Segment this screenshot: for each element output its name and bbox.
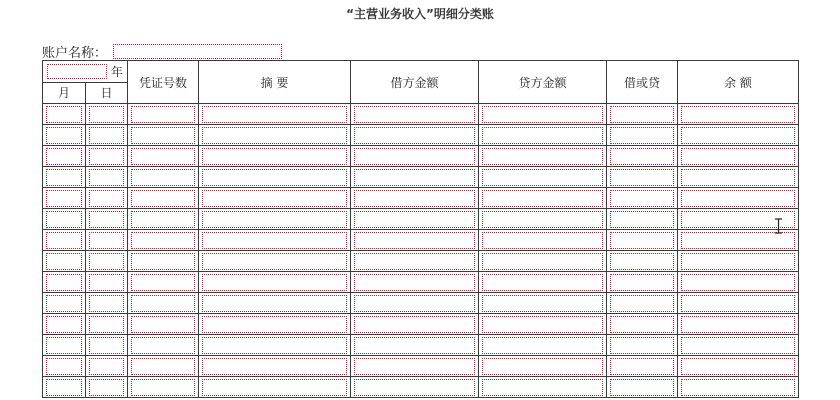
year-input[interactable] — [47, 64, 107, 79]
cell-day — [86, 335, 128, 356]
credit-field[interactable] — [482, 190, 603, 207]
cell-debit-or-credit — [607, 230, 678, 251]
cell-balance — [678, 335, 799, 356]
cell-voucher-no — [128, 146, 199, 167]
cell-balance — [678, 125, 799, 146]
month-field[interactable] — [46, 127, 82, 144]
month-field[interactable] — [46, 106, 82, 123]
summary-field[interactable] — [202, 232, 347, 249]
cell-summary — [199, 167, 351, 188]
credit-field[interactable] — [482, 253, 603, 270]
cell-voucher-no — [128, 293, 199, 314]
cell-balance — [678, 167, 799, 188]
cell-debit — [351, 209, 479, 230]
col-header-balance: 余 额 — [678, 61, 799, 104]
col-header-day: 日 — [86, 82, 128, 104]
cell-credit — [479, 272, 607, 293]
col-header-debit: 借方金额 — [351, 61, 479, 104]
summary-field[interactable] — [202, 211, 347, 228]
cell-debit-or-credit — [607, 146, 678, 167]
day-field[interactable] — [89, 190, 124, 207]
debit-or-credit-field[interactable] — [610, 295, 674, 312]
cell-month — [43, 251, 86, 272]
table-row — [43, 104, 799, 125]
cell-credit — [479, 188, 607, 209]
cell-voucher-no — [128, 251, 199, 272]
summary-field[interactable] — [202, 379, 347, 396]
summary-field[interactable] — [202, 295, 347, 312]
balance-field[interactable] — [681, 274, 795, 291]
voucher-no-field[interactable] — [131, 190, 195, 207]
ledger-body — [43, 104, 799, 398]
cell-credit — [479, 104, 607, 125]
debit-or-credit-field[interactable] — [610, 358, 674, 375]
credit-field[interactable] — [482, 211, 603, 228]
cell-month — [43, 125, 86, 146]
cell-debit — [351, 335, 479, 356]
text-cursor-icon — [774, 218, 783, 234]
cell-voucher-no — [128, 335, 199, 356]
cell-day — [86, 293, 128, 314]
summary-field[interactable] — [202, 106, 347, 123]
month-field[interactable] — [46, 316, 82, 333]
page-title: “主营业务收入”明细分类账 — [346, 7, 494, 21]
cell-debit — [351, 167, 479, 188]
voucher-no-field[interactable] — [131, 316, 195, 333]
debit-or-credit-field[interactable] — [610, 148, 674, 165]
cell-balance — [678, 377, 799, 398]
summary-field[interactable] — [202, 337, 347, 354]
cell-summary — [199, 188, 351, 209]
col-header-debit-or-credit: 借或贷 — [607, 61, 678, 104]
cell-summary — [199, 356, 351, 377]
debit-field[interactable] — [354, 316, 475, 333]
day-field[interactable] — [89, 274, 124, 291]
month-field[interactable] — [46, 211, 82, 228]
cell-voucher-no — [128, 314, 199, 335]
debit-or-credit-field[interactable] — [610, 127, 674, 144]
debit-field[interactable] — [354, 295, 475, 312]
cell-debit-or-credit — [607, 251, 678, 272]
voucher-no-field[interactable] — [131, 253, 195, 270]
account-name-row — [42, 42, 282, 60]
debit-field[interactable] — [354, 358, 475, 375]
summary-field[interactable] — [202, 127, 347, 144]
month-field[interactable] — [46, 253, 82, 270]
voucher-no-field[interactable] — [131, 358, 195, 375]
cell-month — [43, 104, 86, 125]
debit-or-credit-field[interactable] — [610, 106, 674, 123]
cell-balance — [678, 293, 799, 314]
day-field[interactable] — [89, 169, 124, 186]
credit-field[interactable] — [482, 169, 603, 186]
table-row — [43, 335, 799, 356]
month-field[interactable] — [46, 232, 82, 249]
day-field[interactable] — [89, 127, 124, 144]
cell-credit — [479, 356, 607, 377]
cell-voucher-no — [128, 167, 199, 188]
cell-balance — [678, 104, 799, 125]
cell-voucher-no — [128, 125, 199, 146]
debit-or-credit-field[interactable] — [610, 190, 674, 207]
cell-summary — [199, 125, 351, 146]
month-field[interactable] — [46, 274, 82, 291]
table-row — [43, 125, 799, 146]
cell-debit-or-credit — [607, 104, 678, 125]
cell-balance — [678, 314, 799, 335]
cell-month — [43, 293, 86, 314]
cell-voucher-no — [128, 230, 199, 251]
balance-field[interactable] — [681, 337, 795, 354]
cell-day — [86, 230, 128, 251]
cell-voucher-no — [128, 272, 199, 293]
cell-credit — [479, 146, 607, 167]
month-field[interactable] — [46, 190, 82, 207]
cell-debit — [351, 356, 479, 377]
balance-field[interactable] — [681, 379, 795, 396]
cell-month — [43, 377, 86, 398]
cell-voucher-no — [128, 188, 199, 209]
debit-field[interactable] — [354, 211, 475, 228]
balance-field[interactable] — [681, 316, 795, 333]
cell-day — [86, 356, 128, 377]
summary-field[interactable] — [202, 169, 347, 186]
cell-debit-or-credit — [607, 314, 678, 335]
cell-debit-or-credit — [607, 356, 678, 377]
table-row — [43, 314, 799, 335]
cell-credit — [479, 251, 607, 272]
table-row — [43, 167, 799, 188]
month-field[interactable] — [46, 337, 82, 354]
cell-debit-or-credit — [607, 167, 678, 188]
voucher-no-field[interactable] — [131, 295, 195, 312]
voucher-no-field[interactable] — [131, 232, 195, 249]
credit-field[interactable] — [482, 337, 603, 354]
account-name-input[interactable] — [113, 44, 282, 59]
cell-debit-or-credit — [607, 125, 678, 146]
debit-or-credit-field[interactable] — [610, 337, 674, 354]
summary-field[interactable] — [202, 148, 347, 165]
credit-field[interactable] — [482, 316, 603, 333]
cell-debit-or-credit — [607, 272, 678, 293]
table-row — [43, 188, 799, 209]
month-field[interactable] — [46, 169, 82, 186]
cell-debit — [351, 125, 479, 146]
cell-credit — [479, 209, 607, 230]
cell-summary — [199, 314, 351, 335]
day-field[interactable] — [89, 106, 124, 123]
table-row — [43, 251, 799, 272]
col-header-voucher-no: 凭证号数 — [128, 61, 199, 104]
month-field[interactable] — [46, 358, 82, 375]
balance-field[interactable] — [681, 127, 795, 144]
table-row — [43, 209, 799, 230]
debit-field[interactable] — [354, 106, 475, 123]
cell-debit — [351, 377, 479, 398]
cell-day — [86, 188, 128, 209]
cell-day — [86, 314, 128, 335]
cell-debit — [351, 293, 479, 314]
debit-field[interactable] — [354, 190, 475, 207]
cell-debit-or-credit — [607, 188, 678, 209]
cell-credit — [479, 230, 607, 251]
debit-or-credit-field[interactable] — [610, 232, 674, 249]
cell-credit — [479, 293, 607, 314]
cell-month — [43, 356, 86, 377]
cell-debit — [351, 146, 479, 167]
debit-field[interactable] — [354, 253, 475, 270]
voucher-no-field[interactable] — [131, 337, 195, 354]
credit-field[interactable] — [482, 358, 603, 375]
cell-debit-or-credit — [607, 209, 678, 230]
debit-field[interactable] — [354, 127, 475, 144]
table-row — [43, 356, 799, 377]
balance-field[interactable] — [681, 148, 795, 165]
day-field[interactable] — [89, 253, 124, 270]
cell-credit — [479, 335, 607, 356]
cell-month — [43, 146, 86, 167]
cell-month — [43, 272, 86, 293]
cell-day — [86, 146, 128, 167]
credit-field[interactable] — [482, 232, 603, 249]
cell-credit — [479, 314, 607, 335]
table-row — [43, 272, 799, 293]
cell-debit — [351, 230, 479, 251]
day-field[interactable] — [89, 295, 124, 312]
cell-day — [86, 125, 128, 146]
cell-summary — [199, 251, 351, 272]
cell-summary — [199, 230, 351, 251]
year-cell — [43, 61, 128, 83]
cell-month — [43, 314, 86, 335]
balance-field[interactable] — [681, 253, 795, 270]
summary-field[interactable] — [202, 190, 347, 207]
cell-debit-or-credit — [607, 293, 678, 314]
debit-field[interactable] — [354, 232, 475, 249]
month-field[interactable] — [46, 295, 82, 312]
summary-field[interactable] — [202, 358, 347, 375]
voucher-no-field[interactable] — [131, 106, 195, 123]
cell-balance — [678, 188, 799, 209]
balance-field[interactable] — [681, 358, 795, 375]
debit-or-credit-field[interactable] — [610, 169, 674, 186]
cell-debit — [351, 251, 479, 272]
cell-summary — [199, 335, 351, 356]
cell-day — [86, 209, 128, 230]
debit-or-credit-field[interactable] — [610, 379, 674, 396]
cell-month — [43, 230, 86, 251]
day-field[interactable] — [89, 379, 124, 396]
cell-credit — [479, 167, 607, 188]
credit-field[interactable] — [482, 148, 603, 165]
balance-field[interactable] — [681, 106, 795, 123]
cell-day — [86, 251, 128, 272]
table-row — [43, 146, 799, 167]
cell-day — [86, 104, 128, 125]
cell-month — [43, 167, 86, 188]
credit-field[interactable] — [482, 379, 603, 396]
cell-summary — [199, 146, 351, 167]
debit-field[interactable] — [354, 337, 475, 354]
ledger-table — [42, 60, 799, 398]
cell-balance — [678, 251, 799, 272]
voucher-no-field[interactable] — [131, 169, 195, 186]
day-field[interactable] — [89, 232, 124, 249]
cell-month — [43, 188, 86, 209]
cell-summary — [199, 104, 351, 125]
day-field[interactable] — [89, 316, 124, 333]
day-field[interactable] — [89, 148, 124, 165]
debit-or-credit-field[interactable] — [610, 253, 674, 270]
cell-day — [86, 167, 128, 188]
cell-debit-or-credit — [607, 377, 678, 398]
balance-field[interactable] — [681, 169, 795, 186]
balance-field[interactable] — [681, 190, 795, 207]
cell-voucher-no — [128, 377, 199, 398]
day-field[interactable] — [89, 358, 124, 375]
day-field[interactable] — [89, 337, 124, 354]
month-field[interactable] — [46, 148, 82, 165]
cell-voucher-no — [128, 356, 199, 377]
cell-debit — [351, 314, 479, 335]
header-row — [43, 61, 799, 83]
cell-summary — [199, 293, 351, 314]
col-header-credit: 贷方金额 — [479, 61, 607, 104]
debit-or-credit-field[interactable] — [610, 316, 674, 333]
cell-debit-or-credit — [607, 335, 678, 356]
cell-summary — [199, 377, 351, 398]
cell-summary — [199, 209, 351, 230]
cell-debit — [351, 188, 479, 209]
debit-or-credit-field[interactable] — [610, 211, 674, 228]
table-row — [43, 293, 799, 314]
cell-month — [43, 335, 86, 356]
cell-month — [43, 209, 86, 230]
cell-balance — [678, 272, 799, 293]
cell-debit — [351, 104, 479, 125]
cell-debit — [351, 272, 479, 293]
cell-voucher-no — [128, 104, 199, 125]
account-name-label: 账户名称： — [42, 45, 108, 61]
debit-or-credit-field[interactable] — [610, 274, 674, 291]
cell-summary — [199, 272, 351, 293]
col-header-month: 月 — [43, 82, 86, 104]
cell-balance — [678, 146, 799, 167]
debit-field[interactable] — [354, 274, 475, 291]
cell-credit — [479, 377, 607, 398]
cell-voucher-no — [128, 209, 199, 230]
cell-day — [86, 377, 128, 398]
credit-field[interactable] — [482, 106, 603, 123]
summary-field[interactable] — [202, 316, 347, 333]
debit-field[interactable] — [354, 169, 475, 186]
credit-field[interactable] — [482, 274, 603, 291]
table-row — [43, 377, 799, 398]
cell-balance — [678, 356, 799, 377]
credit-field[interactable] — [482, 295, 603, 312]
voucher-no-field[interactable] — [131, 274, 195, 291]
summary-field[interactable] — [202, 253, 347, 270]
col-header-summary: 摘 要 — [199, 61, 351, 104]
balance-field[interactable] — [681, 295, 795, 312]
month-field[interactable] — [46, 379, 82, 396]
year-label: 年 — [111, 64, 124, 79]
day-field[interactable] — [89, 211, 124, 228]
table-row — [43, 230, 799, 251]
voucher-no-field[interactable] — [131, 127, 195, 144]
voucher-no-field[interactable] — [131, 148, 195, 165]
credit-field[interactable] — [482, 127, 603, 144]
cell-day — [86, 272, 128, 293]
cell-credit — [479, 125, 607, 146]
voucher-no-field[interactable] — [131, 379, 195, 396]
summary-field[interactable] — [202, 274, 347, 291]
debit-field[interactable] — [354, 148, 475, 165]
debit-field[interactable] — [354, 379, 475, 396]
voucher-no-field[interactable] — [131, 211, 195, 228]
balance-field[interactable] — [681, 232, 795, 249]
